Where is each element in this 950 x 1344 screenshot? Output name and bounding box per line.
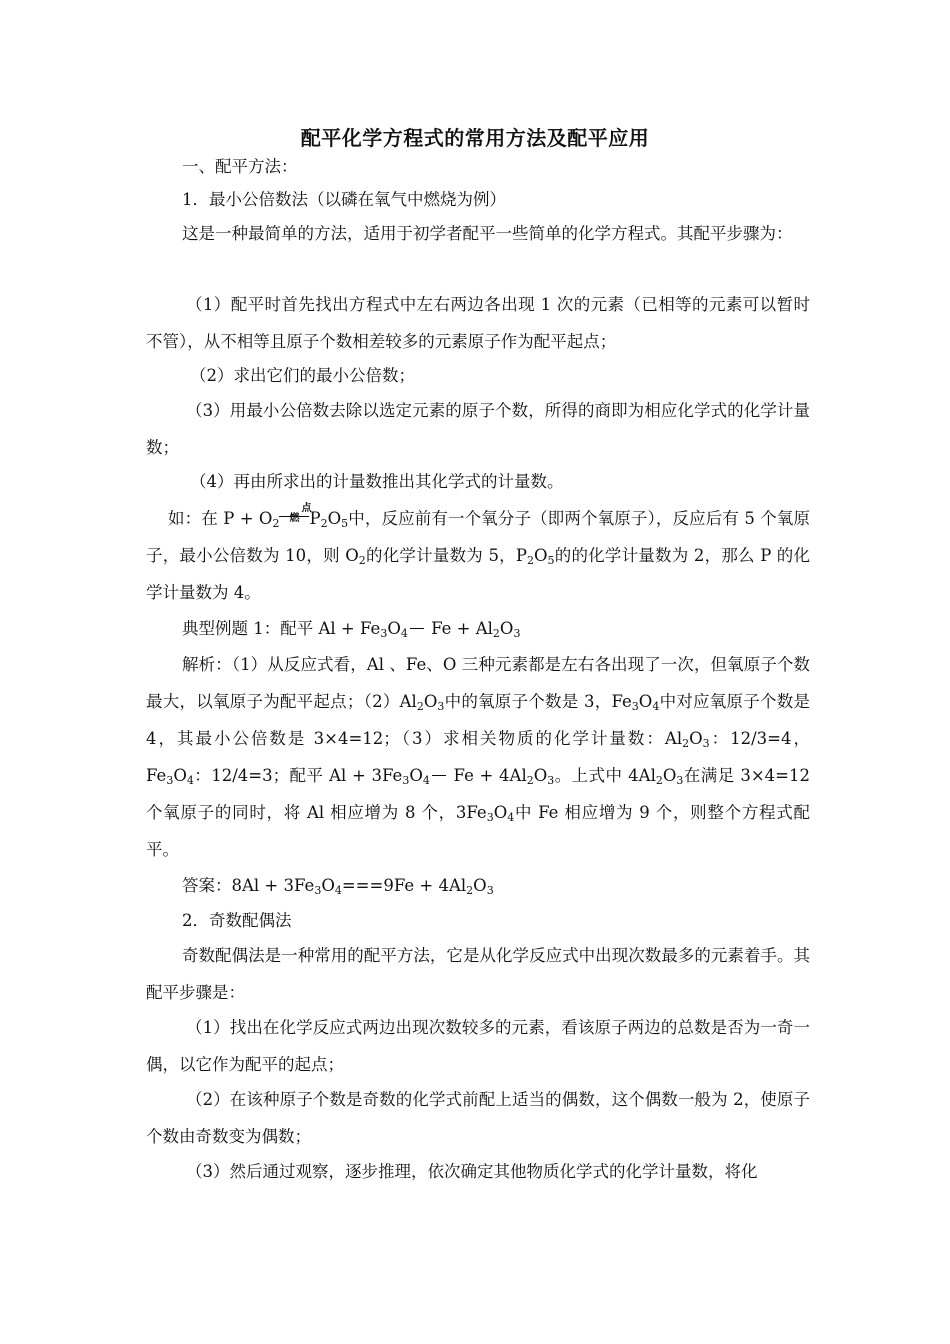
typical-example-1: 典型例题 1：配平 $Al + Fe_3O_4$ $Fe + Al_2O_3$	[182, 619, 521, 640]
method2-step3: （3）然后通过观察，逐步推理，依次确定其他物质化学式的化学计量数，将化	[186, 1162, 758, 1181]
method1-step4: （4）再由所求出的计量数推出其化学式的计量数。	[190, 472, 564, 491]
reaction-arrow	[432, 775, 446, 776]
reaction-arrow	[410, 628, 424, 629]
analysis-paragraph: 解析：（1）从反应式看，Al 、Fe、O 三种元素都是左右各出现了一次，但氧原子个数最大，以氧原子为配平起点；$(2)Al_2O_3$中的氧原子个数是 3，$Fe_3O_4$中对应氧原子个数是 4，其最小公倍数是 3×4=12；（3）求相关物质的化学计量数：$Al_2O_3$：12/3=4，$Fe_3O_4$：12/4=3；配平 $Al + 3Fe_3O_4$ $Fe + 4Al_2O_3$。上式中 $4Al_2O_3$在满足 3×4=12 个氧原子的同时，将 Al 相应增为 8 个，$3Fe_3O_4$中 Fe 相应增为 9 个，则整个方程式配平。	[146, 655, 811, 859]
condition-label: 点燃	[289, 503, 312, 524]
method2-step2: （2）在该种原子个数是奇数的化学式前配上适当的偶数，这个偶数一般为 2，使原子个数由奇数变为偶数；	[146, 1090, 810, 1146]
method2-step1: （1）找出在化学反应式两边出现次数较多的元素，看该原子两边的总数是否为一奇一偶，以它作为配平的起点；	[146, 1018, 810, 1074]
answer-line: 答案：$8Al + 3Fe_3O_4===9Fe + 4Al_2O_3$	[182, 876, 494, 897]
method1-step3: （3）用最小公倍数去除以选定元素的原子个数，所得的商即为相应化学式的化学计量数；	[146, 401, 810, 457]
page-title: 配平化学方程式的常用方法及配平应用	[300, 126, 650, 150]
method1-step2: （2）求出它们的最小公倍数；	[190, 366, 415, 385]
method1-heading: 1．最小公倍数法（以磷在氧气中燃烧为例）	[182, 190, 506, 209]
method2-intro: 奇数配偶法是一种常用的配平方法，它是从化学反应式中出现次数最多的元素着手。其配平步骤是：	[146, 946, 810, 1002]
section-heading: 一、配平方法：	[182, 157, 298, 176]
method2-heading: 2．奇数配偶法	[182, 911, 292, 930]
example-paragraph: 如：在 $P + O_2$ 点燃 $P_2O_5$中，反应前有一个氧分子（即两个氧原子），反应后有 5 个氧原子，最小公倍数为 10，则 $O_2$的化学计量数为 5，$P_2O_5$的的化学计量数为 2，那么 P 的化学计量数为 4。	[146, 503, 810, 602]
method1-step1: （1）配平时首先找出方程式中左右两边各出现 1 次的元素（已相等的元素可以暂时不管），从不相等且原子个数相差较多的元素原子作为配平起点；	[146, 295, 810, 351]
method1-intro: 这是一种最简单的方法，适用于初学者配平一些简单的化学方程式。其配平步骤为：	[182, 224, 793, 243]
